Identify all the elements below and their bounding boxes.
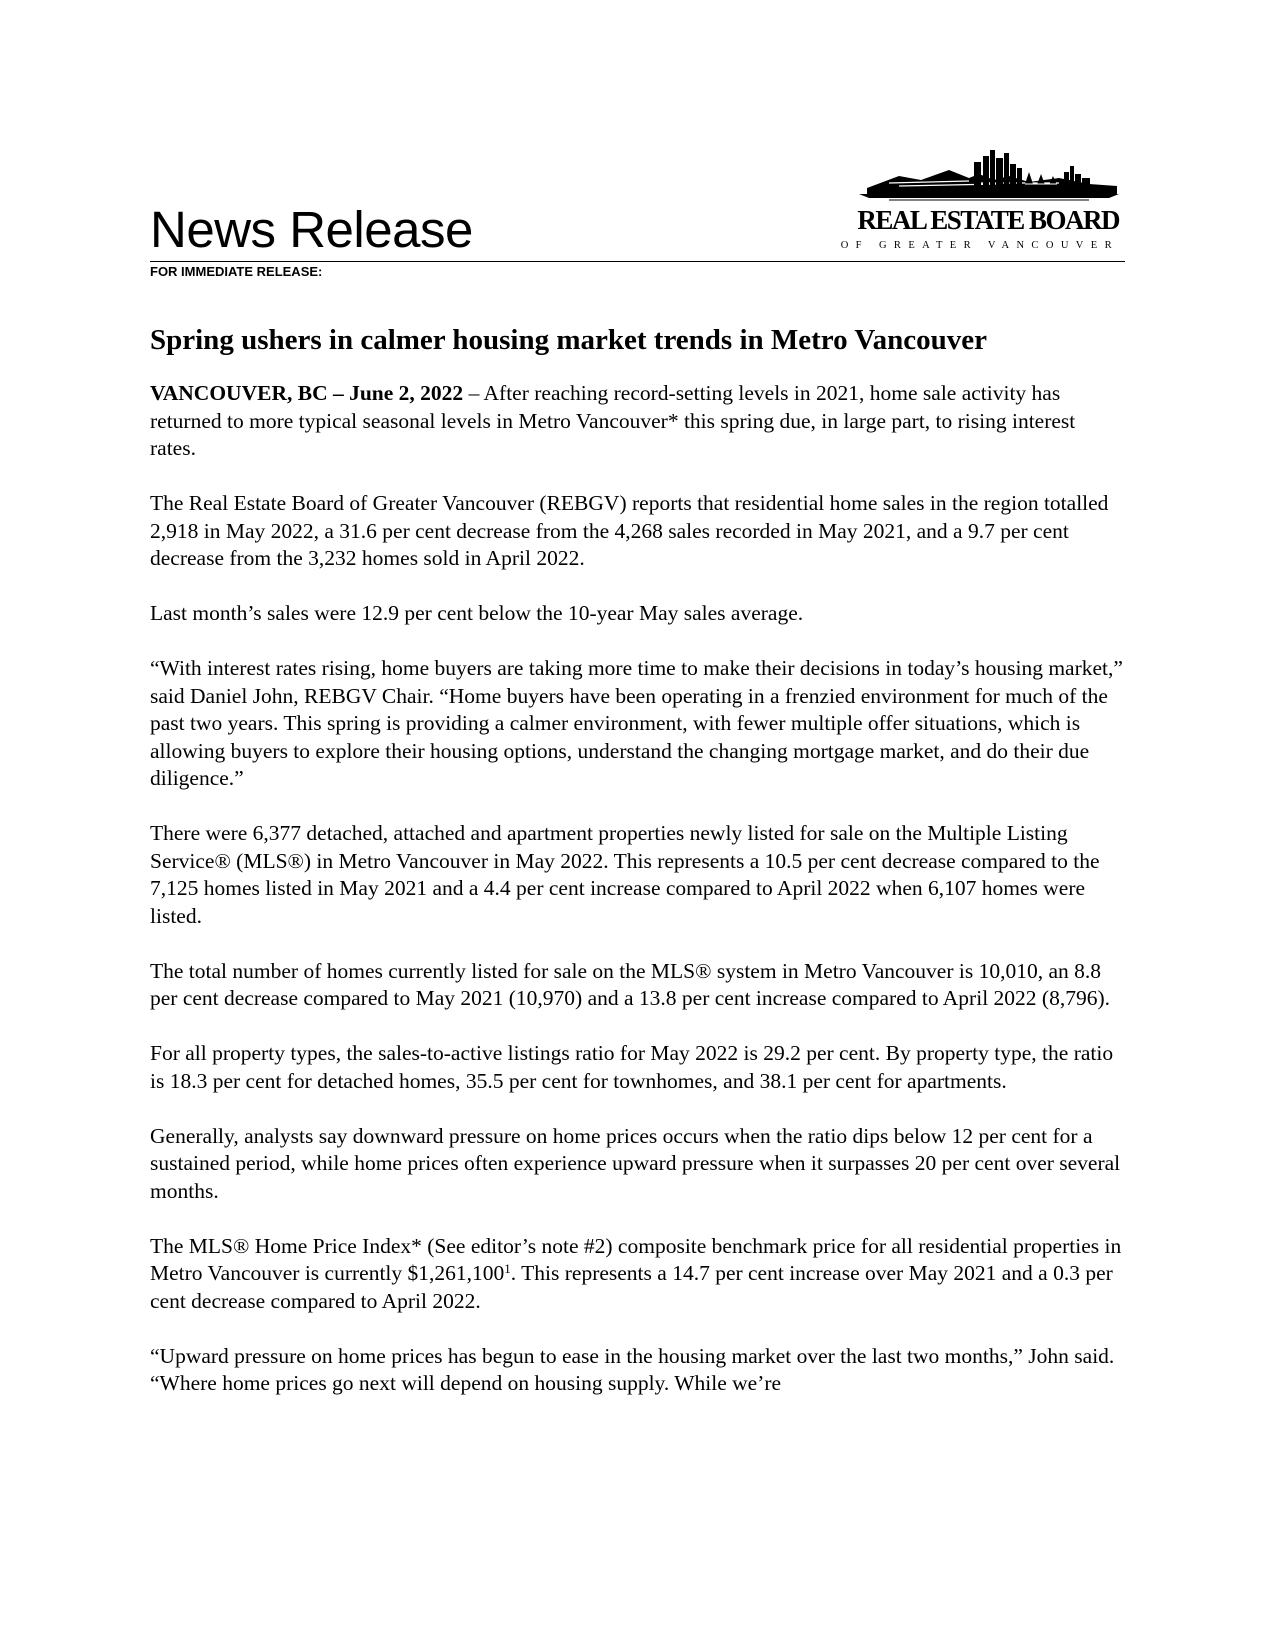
logo-name: REAL ESTATE BOARD	[857, 205, 1119, 235]
paragraph-analysts: Generally, analysts say downward pressure on home prices occurs when the ratio dips below 12 per cent for a sustained period, while home prices often experience upward pressure when it surpasses 20 per cent over several months.	[150, 1123, 1121, 1203]
paragraph-benchmark-price	[150, 1233, 1125, 1316]
paragraph-new-listings: There were 6,377 detached, attached and apartment properties newly listed for sale on the Multiple Listing Service® (MLS®) in Metro Vancouver in May 2022. This represents a 10.5 per cent decrease compared to the 7,125 homes listed in May 2021 and a 4.4 per cent increase compared to April 2022 when 6,107 homes were listed.	[150, 821, 1100, 928]
lead-paragraph	[150, 380, 1125, 463]
paragraph-sales-ratio: For all property types, the sales-to-active listings ratio for May 2022 is 29.2 per cent. By property type, the ratio is 18.3 per cent for detached homes, 35.5 per cent for townhomes, and 38.1 per cent for apartments.	[150, 1041, 1114, 1093]
article-headline: Spring ushers in calmer housing market trends in Metro Vancouver	[150, 324, 988, 356]
paragraph-sales-average: Last month’s sales were 12.9 per cent below the 10-year May sales average.	[150, 601, 804, 625]
benchmark-text: The MLS® Home Price Index* (See editor’s note #2) composite benchmark price for all residential properties in Metro Vancouver is currently $1,261,100	[150, 1233, 1122, 1285]
paragraph-sales: The Real Estate Board of Greater Vancouver (REBGV) reports that residential home sales in the region totalled 2,918 in May 2022, a 31.6 per cent decrease from the 4,268 sales recorded in May 2021, and a 9.7 per cent decrease from the 3,232 homes sold in April 2022.	[150, 491, 1109, 570]
news-release-title: News Release	[150, 201, 473, 258]
paragraph-total-listings: The total number of homes currently listed for sale on the MLS® system in Metro Vancouver is 10,010, an 8.8 per cent decrease compared to May 2021 (10,970) and a 13.8 per cent increase compared to April 2022 (8,796).	[150, 958, 1110, 1010]
dateline: VANCOUVER, BC – June 2, 2022	[150, 381, 464, 405]
rebgv-logo	[840, 150, 1119, 252]
article-body	[150, 322, 1125, 1425]
lead-text: – After reaching record-setting levels in 2021, home sale activity has returned to more typical seasonal levels in Metro Vancouver* this spring due, in large part, to rising interest rates.	[150, 381, 1076, 460]
benchmark-text-continued: . This represents a 14.7 per cent increase over May 2021 and a 0.3 per cent decrease compared to April 2022.	[150, 1261, 1113, 1313]
paragraph-chair-quote: “With interest rates rising, home buyers are taking more time to make their decisions in today’s housing market,” said Daniel John, REBGV Chair. “Home buyers have been operating in a frenzied environment for much of the past two years. This spring is providing a calmer environment, with fewer multiple offer situations, which is allowing buyers to explore their housing options, understand the changing mortgage market, and do their due diligence.”	[150, 656, 1123, 790]
logo-subtitle: OF GREATER VANCOUVER	[840, 240, 1119, 251]
page-header	[150, 150, 1125, 270]
vancouver-skyline-icon	[859, 150, 1119, 202]
footnote-marker: 1	[504, 1261, 511, 1276]
header-divider	[150, 261, 1125, 262]
release-label: FOR IMMEDIATE RELEASE:	[150, 264, 323, 279]
paragraph-upward-pressure: “Upward pressure on home prices has begun to ease in the housing market over the last two months,” John said. “Where home prices go next will depend on housing supply. While we’re	[150, 1343, 1115, 1395]
